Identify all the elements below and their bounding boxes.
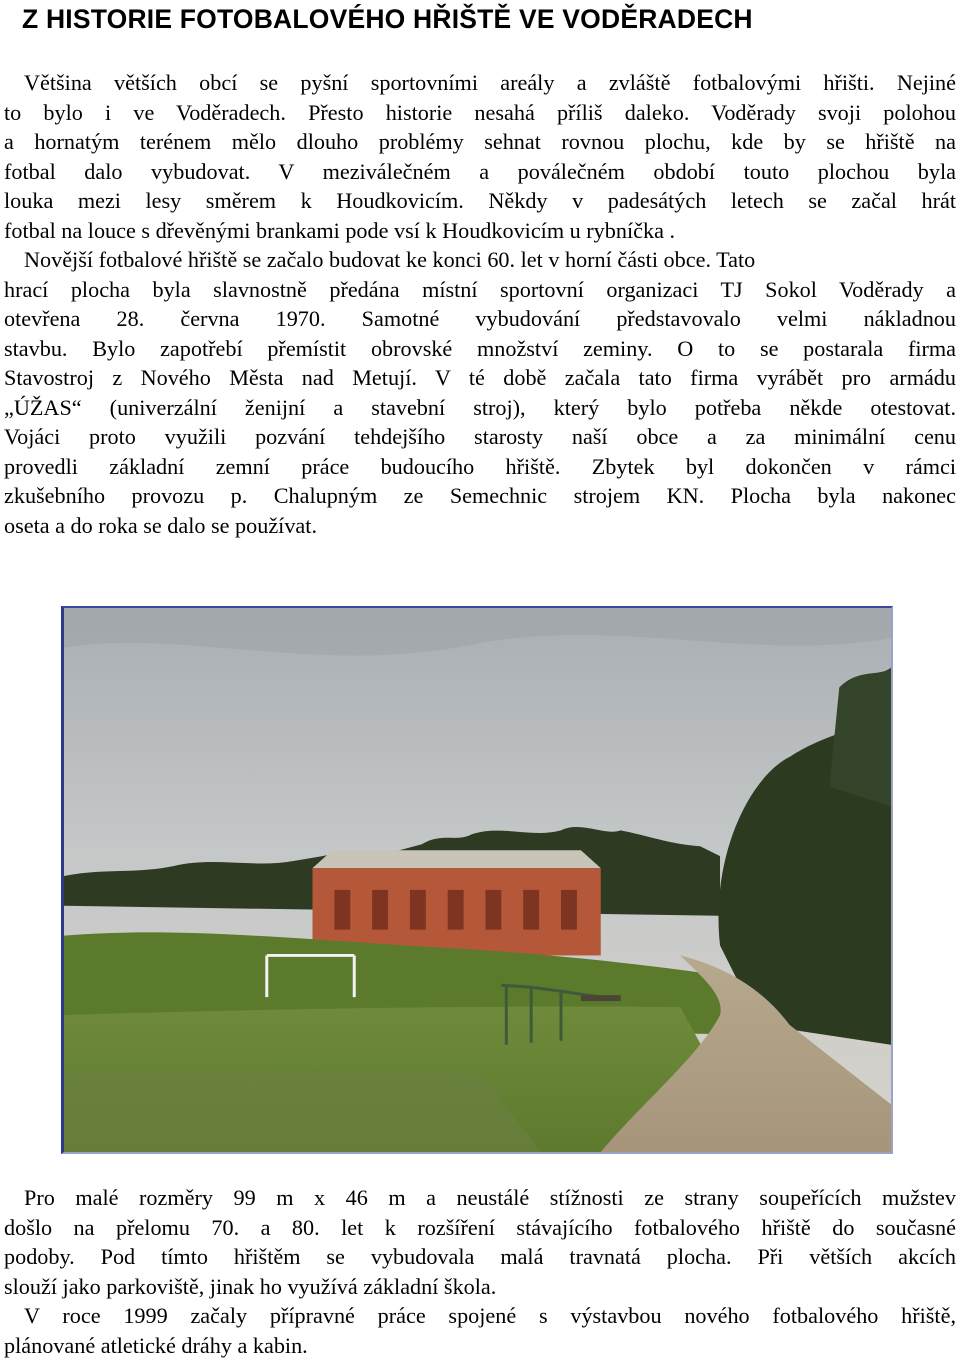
- text-line: Pro malé rozměry 99 m x 46 m a neustálé stížnosti ze strany soupeřících mužstev: [24, 1185, 956, 1210]
- text-line: Většina větších obcí se pyšní sportovními areály a zvláště fotbalovými hřišti. Nejiné: [24, 70, 956, 95]
- bench: [581, 995, 621, 1001]
- text-line: Vojáci proto využili pozvání tehdejšího starosty naší obce a za minimální cenu: [4, 424, 956, 449]
- text-line: fotbal na louce s dřevěnými brankami pode vsí k Houdkovicím u rybníčka .: [4, 217, 676, 243]
- text-line: došlo na přelomu 70. a 80. let k rozšíření stávajícího fotbalového hřiště do současné: [4, 1214, 956, 1240]
- text-line: fotbal dalo vybudovat. V meziválečném a poválečném období touto plochou byla: [4, 158, 956, 184]
- text-line: otevřena 28. června 1970. Samotné vybudování představovalo velmi nákladnou: [4, 306, 956, 331]
- text-line: a hornatým terénem mělo dlouho problémy sehnat rovnou plochu, kde by se hřiště na: [4, 129, 956, 154]
- page-title: Z HISTORIE FOTOBALOVÉHO HŘIŠTĚ VE VODĚRADECH: [22, 4, 753, 34]
- building-roof: [312, 850, 600, 868]
- text-line: hrací plocha byla slavnostně předána místní sportovní organizaci TJ Sokol Voděrady a: [4, 276, 956, 302]
- text-line: zkušebního provozu p. Chalupným ze Semechnic strojem KN. Plocha byla nakonec: [4, 483, 956, 508]
- text-line: Novější fotbalové hřiště se začalo budovat ke konci 60. let v horní části obce. Tato: [24, 247, 756, 272]
- closing-text: [4, 1183, 956, 1360]
- text-line: provedli základní zemní práce budoucího hřiště. Zbytek byl dokončen v rámci: [4, 453, 956, 479]
- text-line: plánované atletické dráhy a kabin.: [4, 1332, 308, 1358]
- football-field-photo: [61, 606, 893, 1154]
- text-line: Stavostroj z Nového Města nad Metují. V té době začala tato firma vyrábět pro armádu: [4, 365, 956, 390]
- intro-text: [4, 68, 956, 540]
- worn-grass: [64, 1070, 541, 1152]
- text-line: to bylo i ve Voděradech. Přesto historie nesahá příliš daleko. Voděrady svoji polohou: [4, 99, 956, 125]
- text-line: louka mezi lesy směrem k Houdkovicím. Někdy v padesátých letech se začal hrát: [4, 188, 956, 213]
- text-line: slouží jako parkoviště, jinak ho využívá základní škola.: [4, 1273, 497, 1299]
- photo-illustration: [64, 608, 891, 1152]
- text-line: podoby. Pod tímto hřištěm se vybudovala malá travnatá plocha. Při větších akcích: [4, 1244, 956, 1269]
- text-line: V roce 1999 začaly přípravné práce spojené s výstavbou nového fotbalového hřiště,: [24, 1303, 956, 1328]
- text-line: stavbu. Bylo zapotřebí přemístit obrovské množství zeminy. O to se postarala firma: [4, 335, 956, 361]
- text-line: oseta a do roka se dalo se používat.: [4, 512, 317, 538]
- text-line: „ÚŽAS“ (univerzální ženijní a stavební stroj), který bylo potřeba někde otestovat.: [4, 394, 956, 420]
